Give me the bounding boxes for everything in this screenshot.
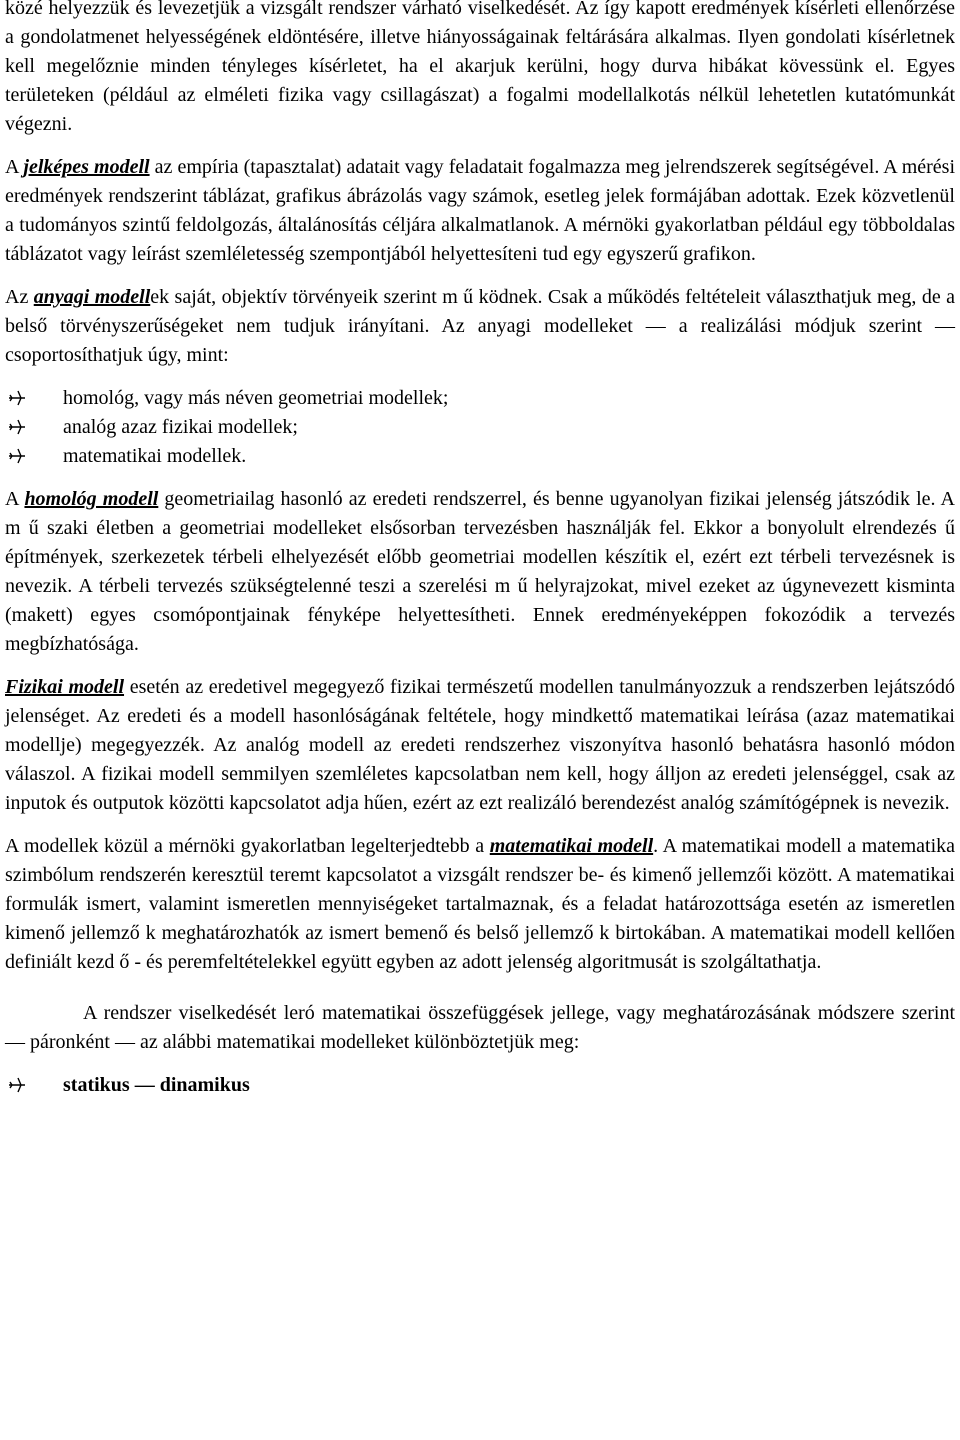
paragraph-matematikai-modell: A modellek közül a mérnöki gyakorlatban legelterjedtebb a matematikai modell. A matematikai modell a matematika szimbólum rendszerén keresztül teremt kapcsolatot a vizsgált rendszer be- és kimenő jellemzői között. A matematikai formulák ismert, valamint ismeretlen mennyiségeket tartalmaznak, és a feladat határozottsága esetén az ismeretlen kimenő jellemző k meghatározhatók az ismert bemenő és belső jellemző k birtokában. A matematikai modell kellően definiált kezd ő - és peremfeltételekkel együtt egyben az adott jelenség algoritmusát is szolgáltathatja. (5, 835, 956, 973)
term-jelkepes-modell: jelképes modell (23, 156, 150, 178)
list-item: analóg azaz fizikai modellek; (5, 413, 955, 442)
paragraph-fizikai-modell: Fizikai modell esetén az eredetivel megegyező fizikai természetű modellen tanulmányozzuk a rendszerben lejátszódó jelenséget. Az eredeti és a modell hasonlóságának feltétele, hogy mindkettő matematikai leírása (azaz matematikai modellje) megegyezzék. Az analóg modell az eredeti rendszerhez viszonyítva hasonló behatásra hasonló módon válaszol. A fizikai modell semmilyen szemléletes kapcsolatban nem kell, hogy álljon az eredeti jelenséggel, csak az inputok és outputok közötti kapcsolatot adja hűen, ezért az ezt realizáló berendezést analóg számítógépnek is nevezik. (5, 676, 955, 814)
term-homolog-modell: homológ modell (24, 488, 159, 510)
paragraph-anyagi-modell: Az anyagi modellek saját, objektív törvényeik szerint m ű ködnek. Csak a működés feltételeit választhatjuk meg, de a belső törvényszerűségeket nem tudjuk irányítani. Az anyagi modelleket — a realizálási módjuk szerint — csoportosíthatjuk úgy, mint: (5, 286, 955, 366)
term-matematikai-modell: matematikai modell (489, 835, 654, 857)
paragraph-classification: A rendszer viselkedését leró matematikai összefüggések jellege, vagy meghatározásának módszere szerint — páronként — az alábbi matematikai modelleket különböztetjük meg: (5, 1002, 955, 1053)
list-item: statikus — dinamikus (5, 1071, 955, 1100)
airplane-icon (7, 446, 27, 466)
airplane-icon (7, 1075, 27, 1095)
list-item: matematikai modellek. (5, 442, 955, 471)
term-fizikai-modell: Fizikai modell (5, 676, 125, 698)
document-page (5, 0, 955, 1114)
airplane-icon (7, 388, 27, 408)
paragraph-jelkepes-modell: A jelképes modell az empíria (tapasztalat) adatait vagy feladatait fogalmazza meg jelrendszerek segítségével. A mérési eredmények rendszerint táblázat, grafikus ábrázolás vagy számok, esetleg jelek formájában adottak. Ezek közvetlenül a tudományos szintű feldolgozás, általánosítás céljára alkalmatlanok. A mérnöki gyakorlatban például egy többoldalas táblázatot vagy leírást szemléletesség szempontjából helyettesíteni tud egy egyszerű grafikon. (5, 156, 956, 265)
paragraph-homolog-modell: A homológ modell geometriailag hasonló az eredeti rendszerrel, és benne ugyanolyan fizikai jelenség játszódik le. A m ű szaki életben a geometriai modelleket elsősorban tervezésben használják fel. Ekkor a bonyolult elrendezés ű építmények, szerkezetek térbeli elhelyezését előbb geometriai modellen készítik el, ezért ezt térbeli tervezésnek is nevezik. A térbeli tervezés szükségtelenné teszi a szerelési m ű helyrajzokat, mivel ezeket az úgynevezett kisminta (makett) egyes csomópontjainak fényképe helyettesítheti. Ennek eredményeképpen fokozódik a tervezés megbízhatósága. (5, 488, 955, 655)
airplane-icon (7, 417, 27, 437)
list-item: homológ, vagy más néven geometriai modellek; (5, 384, 955, 413)
model-type-list (5, 384, 955, 471)
term-anyagi-modell: anyagi modell (33, 286, 151, 308)
paragraph-intro: közé helyezzük és levezetjük a vizsgált rendszer várható viselkedését. Az így kapott eredmények kísérleti ellenőrzése a gondolatmenet helyességének eldöntésére, illetve hiányosságainak feltárására alkalmas. Ilyen gondolati kísérletnek kell megelőznie minden tényleges kísérletet, ha el akarjuk kerülni, hogy durva hibákat kövessünk el. Egyes területeken (például az elméleti fizika vagy csillagászat) a fogalmi modellalkotás nélkül lehetetlen kutatómunkát végezni. (5, 0, 955, 135)
classification-list (5, 1071, 955, 1100)
